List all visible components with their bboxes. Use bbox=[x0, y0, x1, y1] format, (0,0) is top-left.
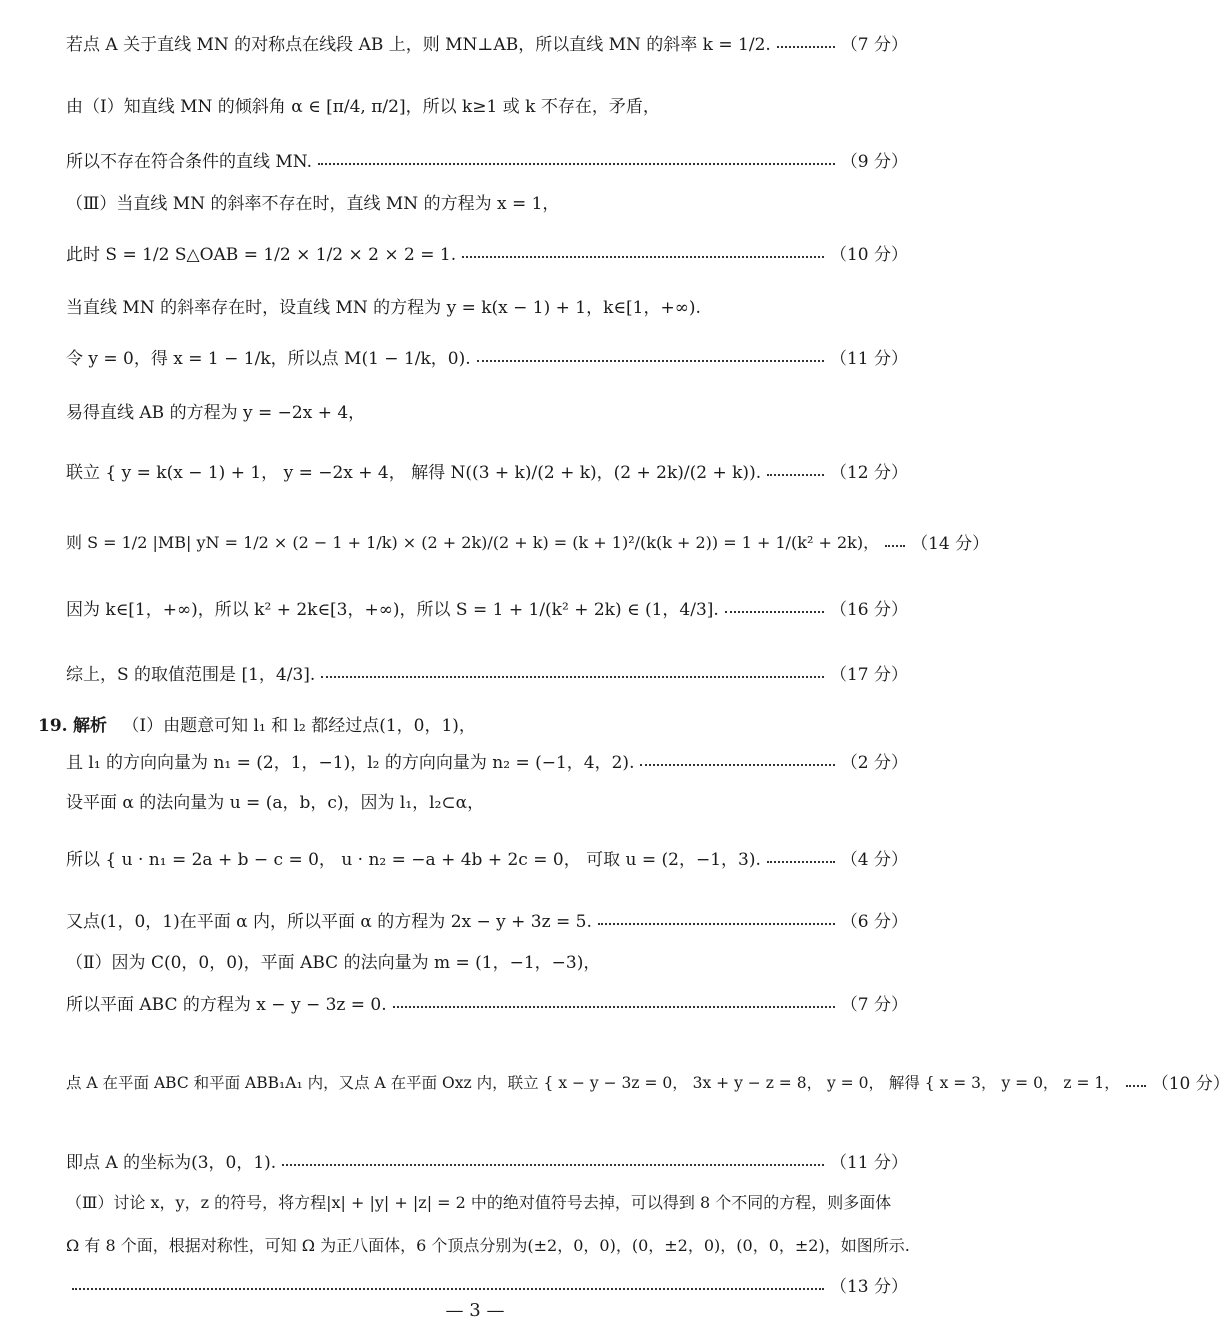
solution-line-11: 因为 k∈[1，+∞)，所以 k² + 2k∈[3，+∞)，所以 S = 1 + 1/(k² + 2k) ∈ (1，4/3]. （16 分） bbox=[66, 600, 908, 620]
page-number: — 3 — bbox=[445, 1300, 505, 1321]
solution-line-22: （Ⅲ）讨论 x，y，z 的符号，将方程|x| + |y| + |z| = 2 中的绝对值符号去掉，可以得到 8 个不同的方程，则多面体 bbox=[66, 1193, 892, 1212]
solution-line-20: 点 A 在平面 ABC 和平面 ABB₁A₁ 内，又点 A 在平面 Oxz 内，联立 { x − y − 3z = 0， 3x + y − z = 8， y = 0， 解得 { x = 3， y = 0， z = 1， （10 分） bbox=[66, 1073, 1230, 1094]
solution-line-16: 所以 { u · n₁ = 2a + b − c = 0， u · n₂ = −a + 4b + 2c = 0， 可取 u = (2，−1，3). （4 分） bbox=[66, 850, 908, 870]
solution-line-12: 综上，S 的取值范围是 [1，4/3]. （17 分） bbox=[66, 665, 908, 685]
solution-line-15: 设平面 α 的法向量为 u = (a，b，c)，因为 l₁，l₂⊂α， bbox=[66, 793, 485, 813]
solution-line-19: 所以平面 ABC 的方程为 x − y − 3z = 0. （7 分） bbox=[66, 995, 908, 1015]
solution-line-14: 且 l₁ 的方向向量为 n₁ = (2，1，−1)，l₂ 的方向向量为 n₂ = (−1，4，2). （2 分） bbox=[66, 753, 908, 773]
solution-line-8: 易得直线 AB 的方程为 y = −2x + 4， bbox=[66, 403, 366, 423]
solution-line-3: 所以不存在符合条件的直线 MN. （9 分） bbox=[66, 152, 908, 172]
solution-line-5: 此时 S = 1/2 S△OAB = 1/2 × 1/2 × 2 × 2 = 1. （10 分） bbox=[66, 245, 908, 265]
solution-line-10: 则 S = 1/2 |MB| yN = 1/2 × (2 − 1 + 1/k) × (2 + 2k)/(2 + k) = (k + 1)²/(k(k + 2)) = 1 + 1/(k² + 2k)， （14 分） bbox=[66, 533, 990, 554]
solution-line-1: 若点 A 关于直线 MN 的对称点在线段 AB 上，则 MN⊥AB，所以直线 MN 的斜率 k = 1/2. （7 分） bbox=[66, 35, 908, 55]
solution-line-4: （Ⅲ）当直线 MN 的斜率不存在时，直线 MN 的方程为 x = 1， bbox=[66, 194, 560, 214]
question-number: 19. bbox=[38, 716, 68, 736]
solution-line-17: 又点(1，0，1)在平面 α 内，所以平面 α 的方程为 2x − y + 3z = 5. （6 分） bbox=[66, 912, 908, 932]
question-19-header bbox=[38, 711, 476, 736]
solution-line-6: 当直线 MN 的斜率存在时，设直线 MN 的方程为 y = k(x − 1) + 1，k∈[1，+∞). bbox=[66, 298, 701, 318]
solution-line-23: Ω 有 8 个面，根据对称性，可知 Ω 为正八面体，6 个顶点分别为(±2，0，0)，(0，±2，0)，(0，0，±2)，如图所示. bbox=[66, 1236, 910, 1255]
solution-line-2: 由（Ⅰ）知直线 MN 的倾斜角 α ∈ [π/4, π/2]，所以 k≥1 或 k 不存在，矛盾， bbox=[66, 97, 660, 117]
analysis-label: 解析 bbox=[72, 716, 107, 736]
solution-line-24: （13 分） bbox=[66, 1272, 908, 1297]
solution-line-13: （Ⅰ）由题意可知 l₁ 和 l₂ 都经过点(1，0，1)， bbox=[122, 716, 476, 736]
solution-line-21: 即点 A 的坐标为(3，0，1). （11 分） bbox=[66, 1153, 908, 1173]
solution-line-9: 联立 { y = k(x − 1) + 1， y = −2x + 4， 解得 N((3 + k)/(2 + k)，(2 + 2k)/(2 + k)). （12 分） bbox=[66, 463, 908, 483]
solution-line-18: （Ⅱ）因为 C(0，0，0)，平面 ABC 的法向量为 m = (1，−1，−3)， bbox=[66, 953, 601, 973]
solution-line-7: 令 y = 0，得 x = 1 − 1/k，所以点 M(1 − 1/k，0). （11 分） bbox=[66, 349, 908, 369]
